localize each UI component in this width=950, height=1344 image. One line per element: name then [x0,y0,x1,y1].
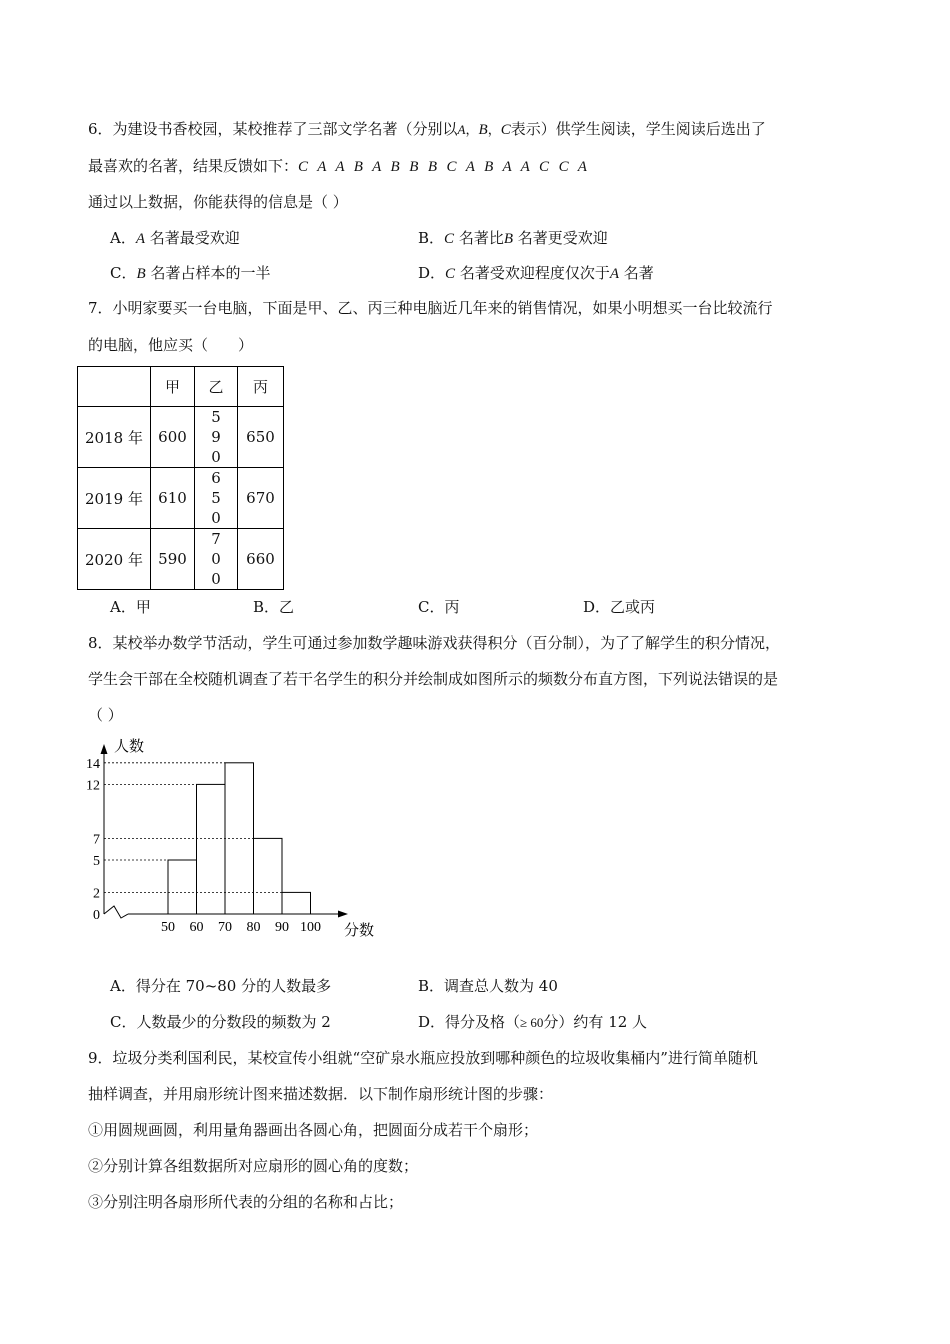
table-cell-year: 2018 年 [78,407,151,468]
q6-symbol-b: B [478,122,488,138]
q6-stem-line1 [88,119,766,141]
q7-option-d[interactable]: D．乙或丙 [583,598,656,616]
sales-table [77,366,284,590]
table-cell-year: 2020 年 [78,529,151,590]
x-tick-label: 50 [161,920,175,935]
q6-option-c[interactable] [110,263,270,284]
y-tick-label: 5 [93,854,100,869]
table-cell-value: 700 [211,530,221,588]
option-text: D．得分及格（ [418,1013,521,1031]
q6-feedback-label: 最喜欢的名著，结果反馈如下： [88,157,299,175]
x-axis-arrow [338,911,348,918]
q8-stem-line1: 8．某校举办数学节活动，学生可通过参加数学趣味游戏获得积分（百分制），为了了解学生的积分情况， [88,634,781,652]
y-tick-label: 0 [93,908,100,923]
q9-step-1: ①用圆规画圆，利用量角器画出各圆心角，把圆面分成若干个扇形； [88,1121,539,1139]
histogram-chart [80,730,390,945]
q6-stem-text-b: 表示）供学生阅读，学生阅读后选出了 [510,120,766,138]
table-cell: 650 [238,407,284,468]
x-tick-label: 70 [218,920,232,935]
option-text: 名著最受欢迎 [149,229,240,247]
x-axis-label: 分数 [344,923,375,939]
q8-option-a[interactable]: A．得分在 70~80 分的人数最多 [110,977,332,995]
q6-symbol-a: A [457,122,466,137]
q9-stem-line1: 9．垃圾分类利国利民，某校宣传小组就“空矿泉水瓶应投放到哪种颜色的垃圾收集桶内”进行简单随机 [88,1049,758,1067]
table-header-cell: 甲 [151,367,195,407]
table-cell [195,529,238,590]
table-cell-value: 590 [211,408,221,466]
table-cell [195,468,238,529]
q8-option-b[interactable]: B．调查总人数为 40 [418,977,558,995]
q8-option-c[interactable]: C．人数最少的分数段的频数为 2 [110,1013,331,1031]
q8-option-d[interactable] [418,1012,647,1033]
table-row [78,468,284,529]
q9-step-2: ②分别计算各组数据所对应扇形的圆心角的度数； [88,1157,419,1175]
option-var: C [445,266,456,282]
x-tick-label: 100 [300,920,321,935]
histogram-bar [168,860,197,914]
q7-option-a[interactable]: A．甲 [110,598,151,616]
q8-stem-line2: 学生会干部在全校随机调查了若干名学生的积分并绘制成如图所示的频数分布直方图，下列说法错误的是 [88,670,779,688]
q6-option-d[interactable] [418,263,654,284]
q9-step-3: ③分别注明各扇形所代表的分组的名称和占比； [88,1193,404,1211]
q8-stem-line3: （ ） [88,706,123,724]
y-tick-label: 2 [93,886,100,902]
x-tick-label: 80 [246,920,261,935]
q6-symbol-c: C [500,122,511,138]
y-tick-label: 7 [93,832,100,848]
q6-option-a[interactable] [110,228,240,249]
table-row [78,529,284,590]
option-label: D． [418,264,446,282]
y-tick-labels [86,757,100,923]
table-header-cell: 丙 [238,367,284,407]
option-var: B [136,266,146,282]
y-tick-label: 14 [86,756,100,772]
option-label: C． [110,264,137,282]
table-cell-year: 2019 年 [78,468,151,529]
table-cell-value: 650 [211,469,221,527]
option-text: 分）约有 12 人 [543,1013,648,1031]
histogram-bar [197,784,226,914]
option-var: A [609,266,620,282]
axis-break [104,906,128,918]
q6-stem-text-a: 6．为建设书香校园，某校推荐了三部文学名著（分别以 [88,120,458,138]
histogram-bar [282,892,311,914]
q6-responses: C A A B A B B B C A B A A C C A [298,159,587,175]
table-cell [195,407,238,468]
option-text: 名著占样本的一半 [150,264,271,282]
q7-stem-line1: 7．小明家要买一台电脑，下面是甲、乙、丙三种电脑近几年来的销售情况，如果小明想买一台比较流行 [88,299,773,317]
option-var: A [135,231,146,247]
option-label: A． [110,229,136,247]
table-cell: 610 [151,468,195,529]
table-header-row [78,367,284,407]
histogram-bar [254,838,283,914]
q7-option-c[interactable]: C．丙 [418,598,460,616]
x-tick-labels [161,920,321,935]
option-var: C [444,231,455,247]
option-text: 名著更受欢迎 [517,229,608,247]
x-tick-label: 90 [275,920,289,935]
q7-option-b[interactable]: B．乙 [253,598,295,616]
q6-stem-line2 [88,156,587,177]
y-axis-label: 人数 [114,739,145,755]
histogram-gridlines [104,763,282,893]
option-text: 名著 [623,264,654,282]
table-cell: 660 [238,529,284,590]
table-cell: 600 [151,407,195,468]
q6-option-b[interactable] [418,228,608,249]
x-tick-label: 60 [189,920,204,935]
table-header-cell [78,367,151,407]
q9-stem-line2: 抽样调查，并用扇形统计图来描述数据．以下制作扇形统计图的步骤： [88,1085,554,1103]
q6-question: 通过以上数据，你能获得的信息是（ ） [88,193,348,211]
table-cell: 670 [238,468,284,529]
table-header-cell: 乙 [195,367,238,407]
y-axis-arrow [101,744,108,754]
q6-symbol-sep: ， [487,123,501,138]
table-row [78,407,284,468]
option-var: B [503,231,514,247]
table-cell: 590 [151,529,195,590]
option-math: ≥ 60 [520,1015,544,1030]
q7-stem-line2: 的电脑，他应买（ ） [88,336,254,354]
q6-symbol-sep: ， [465,123,479,138]
option-text: 名著比 [458,229,504,247]
option-text: 名著受欢迎程度仅次于 [459,264,610,282]
y-tick-label: 12 [86,778,100,794]
option-label: B． [418,229,445,247]
